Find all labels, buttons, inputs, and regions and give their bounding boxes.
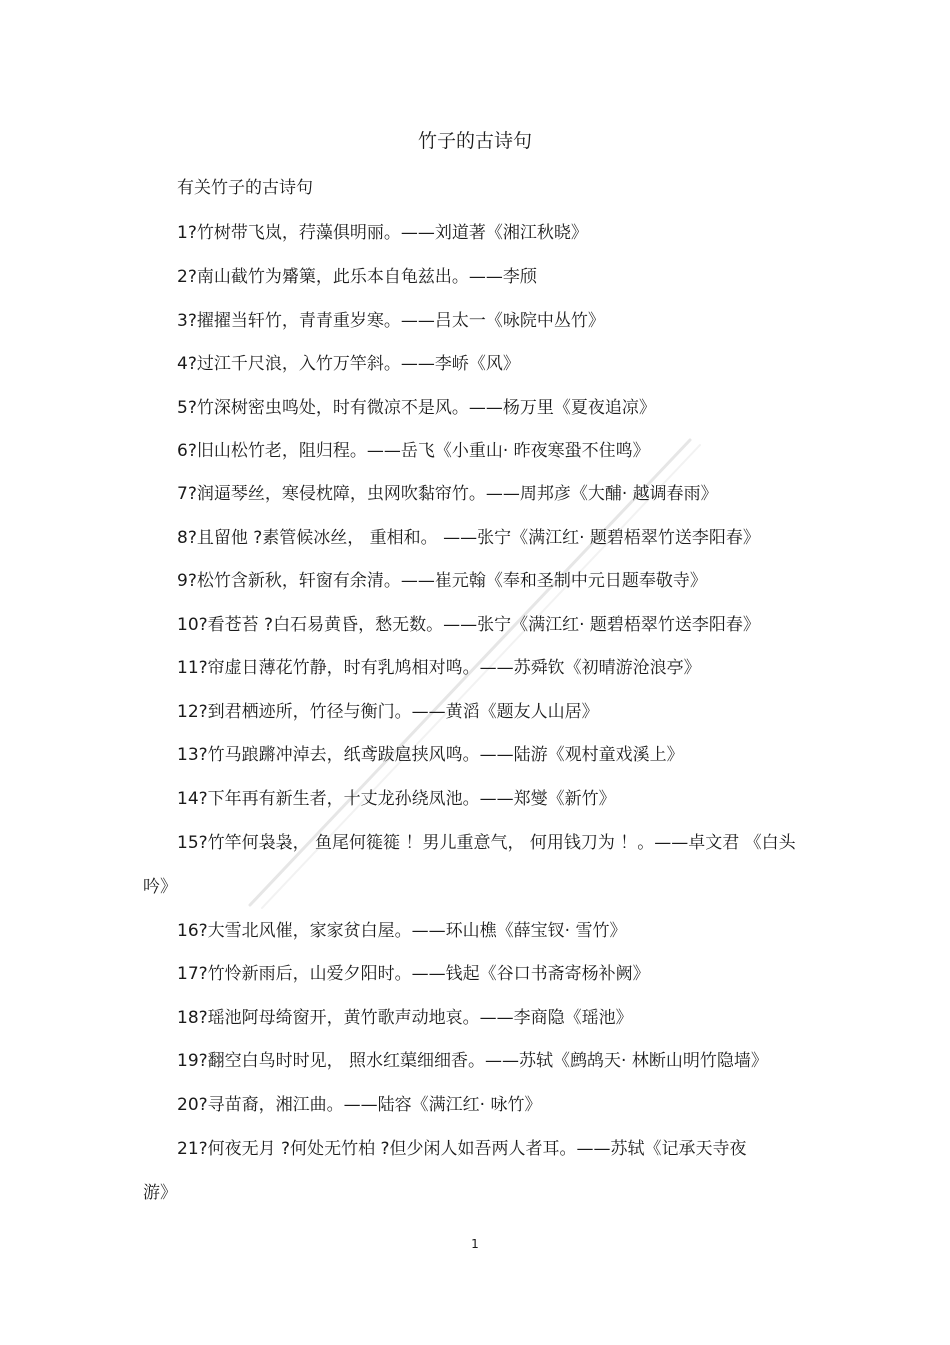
poem-line: 13?竹马踉蹡冲淖去，纸鸢跋扈挟风鸣。——陆游《观村童戏溪上》 (177, 745, 684, 765)
subtitle: 有关竹子的古诗句 (177, 178, 313, 198)
poem-line: 6?旧山松竹老，阻归程。——岳飞《小重山· 昨夜寒蛩不住鸣》 (177, 441, 650, 461)
poem-line: 10?看苍苔 ?白石易黄昏，愁无数。——张宁《满江红· 题碧梧翠竹送李阳春》 (177, 615, 760, 635)
poem-line-continuation: 吟》 (143, 877, 177, 897)
poem-line: 21?何夜无月 ?何处无竹柏 ?但少闲人如吾两人者耳。——苏轼《记承天寺夜 (177, 1139, 747, 1159)
poem-line: 15?竹竿何袅袅， 鱼尾何簁簁 ！男儿重意气， 何用钱刀为 ！。——卓文君 《白头 (177, 833, 796, 853)
poem-line: 18?瑶池阿母绮窗开，黄竹歌声动地哀。——李商隐《瑶池》 (177, 1008, 633, 1028)
poem-line: 16?大雪北风催，家家贫白屋。——环山樵《薛宝钗· 雪竹》 (177, 921, 627, 941)
poem-line: 19?翻空白鸟时时见， 照水红蕖细细香。——苏轼《鹧鸪天· 林断山明竹隐墙》 (177, 1051, 768, 1071)
poem-line: 11?帘虚日薄花竹静，时有乳鸠相对鸣。——苏舜钦《初晴游沧浪亭》 (177, 658, 701, 678)
poem-line: 20?寻苗裔，湘江曲。——陆容《满江红· 咏竹》 (177, 1095, 542, 1115)
page-title: 竹子的古诗句 (417, 130, 532, 152)
poem-line: 14?下年再有新生者，十丈龙孙绕凤池。——郑燮《新竹》 (177, 789, 616, 809)
poem-line: 3?擢擢当轩竹，青青重岁寒。——吕太一《咏院中丛竹》 (177, 311, 605, 331)
poem-line-continuation: 游》 (143, 1183, 177, 1203)
poem-line: 8?且留他 ?素管候冰丝， 重相和。 ——张宁《满江红· 题碧梧翠竹送李阳春》 (177, 528, 760, 548)
poem-line: 12?到君栖迹所，竹径与衡门。——黄滔《题友人山居》 (177, 702, 599, 722)
poem-line: 9?松竹含新秋，轩窗有余清。——崔元翰《奉和圣制中元日题奉敬寺》 (177, 571, 707, 591)
poem-line: 7?润逼琴丝，寒侵枕障，虫网吹黏帘竹。——周邦彦《大酺· 越调春雨》 (177, 484, 718, 504)
poem-line: 2?南山截竹为觱篥，此乐本自龟兹出。——李颀 (177, 267, 537, 287)
poem-line: 17?竹怜新雨后，山爱夕阳时。——钱起《谷口书斋寄杨补阙》 (177, 964, 650, 984)
poem-line: 4?过江千尺浪，入竹万竿斜。——李峤《风》 (177, 354, 520, 374)
poem-line: 1?竹树带飞岚，荇藻俱明丽。——刘道著《湘江秋晓》 (177, 223, 588, 243)
poem-line: 5?竹深树密虫鸣处，时有微凉不是风。——杨万里《夏夜追凉》 (177, 398, 656, 418)
page-number: 1 (471, 1237, 479, 1251)
